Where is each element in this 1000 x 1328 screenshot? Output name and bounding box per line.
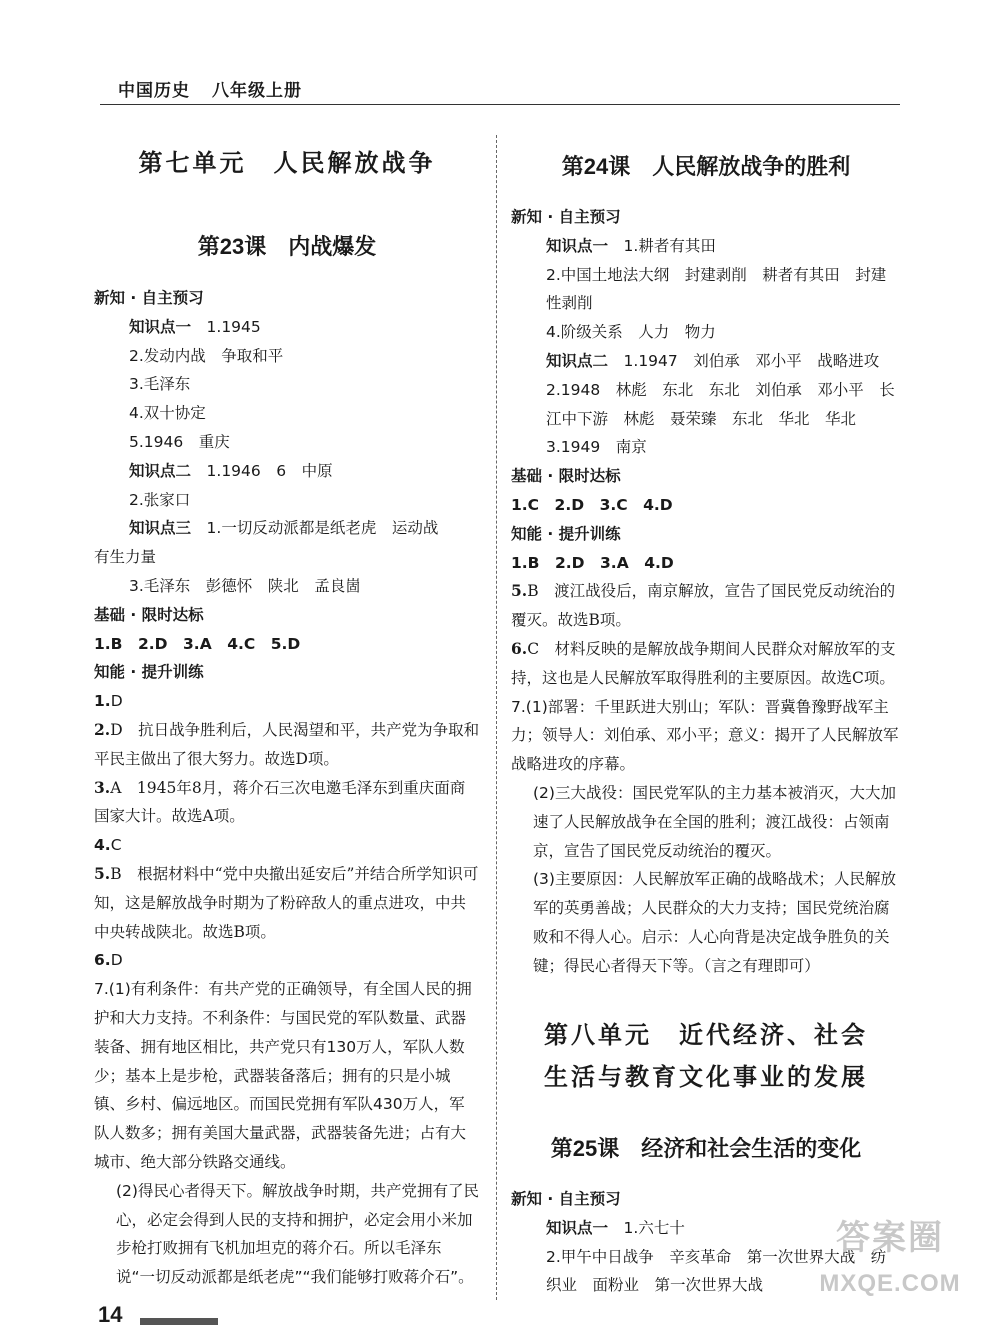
kp1-answer-1: 1.1945 bbox=[206, 317, 261, 336]
kp1-answer-1: 1.耕者有其田 bbox=[623, 236, 716, 255]
lesson-23-body bbox=[94, 284, 480, 1292]
q7-part1: 7.(1)有利条件：有共产党的正确领导，有全国人民的拥护和大力支持。不利条件：与国民党的军队数量、武器装备、拥有地区相比，共产党只有130万人，军队人数少；基本上是步枪，武器装备落后；拥有的只是小城镇、乡村、偏远地区。而国民党拥有军队430万人，军队人数多；拥有美国大量武器，武器装备先进；占有大城市、绝大部分铁路交通线。 bbox=[94, 980, 472, 1171]
kp2-answer-3: 3.1949 南京 bbox=[546, 438, 647, 457]
q7-part1: 7.(1)部署：千里跃进大别山；军队：晋冀鲁豫野战军主力；领导人：刘伯承、邓小平；意义：揭开了人民解放军战略进攻的序幕。 bbox=[511, 697, 899, 774]
answer-item: 5.B 根据材料中“党中央撤出延安后”并结合所学知识可知，这是解放战争时期为了粉碎敌人的重点进攻，中共中央转战陕北。故选B项。 bbox=[94, 863, 479, 941]
basic-answers: 1.C 2.D 3.C 4.D bbox=[511, 495, 673, 514]
kp3-answer-3: 3.毛泽东 彭德怀 陕北 孟良崮 bbox=[129, 576, 361, 595]
lesson-24-title: 第24课 人民解放战争的胜利 bbox=[561, 154, 851, 179]
page-header bbox=[118, 76, 302, 101]
answer-item: 6.D bbox=[94, 951, 123, 970]
kp2-answer-1: 1.1947 刘伯承 邓小平 战略进攻 bbox=[623, 351, 880, 370]
preview-heading: 新知 · 自主预习 bbox=[511, 208, 621, 226]
lesson-25-title: 第25课 经济和社会生活的变化 bbox=[550, 1136, 862, 1161]
ability-heading: 知能 · 提升训练 bbox=[94, 663, 204, 682]
ability-heading: 知能 · 提升训练 bbox=[511, 524, 621, 543]
answer-item: 6.C 材料反映的是解放战争期间人民群众对解放军的支持，这也是人民解放军取得胜利的主要原因。故选C项。 bbox=[511, 638, 896, 687]
kp2-item bbox=[511, 347, 901, 376]
answer-item: 5.B 渡江战役后，南京解放，宣告了国民党反动统治的覆灭。故选B项。 bbox=[511, 581, 896, 630]
kp1-answer-2: 2.甲午中日战争 辛亥革命 第一次世界大战 纺织业 面粉业 第一次世界大战 bbox=[546, 1247, 887, 1295]
kp2-label: 知识点二 bbox=[546, 351, 609, 370]
unit-8-title-line1: 第八单元 近代经济、社会 bbox=[544, 1020, 868, 1049]
kp1-answer-4: 4.阶级关系 人力 物力 bbox=[546, 323, 716, 342]
kp2-label: 知识点二 bbox=[129, 461, 192, 480]
lesson-24-body bbox=[511, 203, 901, 981]
kp1-answer-2: 2.中国土地法大纲 封建剥削 耕者有其田 封建性剥削 bbox=[546, 265, 887, 313]
kp3-answer-1-cont: 有生力量 bbox=[94, 548, 157, 567]
kp1-label: 知识点一 bbox=[129, 317, 192, 336]
kp1-answer-5: 5.1946 重庆 bbox=[129, 432, 230, 451]
kp1-label: 知识点一 bbox=[546, 236, 609, 255]
unit-8-title-line2: 生活与教育文化事业的发展 bbox=[544, 1062, 868, 1091]
kp1-item bbox=[94, 313, 480, 342]
unit-7-title: 第七单元 人民解放战争 bbox=[138, 148, 436, 177]
answer-item: 4.C bbox=[94, 836, 122, 855]
kp2-item bbox=[94, 457, 480, 486]
lesson-23-title: 第23课 内战爆发 bbox=[197, 234, 377, 259]
basic-heading: 基础 · 限时达标 bbox=[511, 467, 621, 486]
watermark-bottom: MXQE.COM bbox=[819, 1270, 961, 1297]
q7-part2: (2)得民心者得天下。解放战争时期，共产党拥有了民心，必定会得到人民的支持和拥护，必定会用小米加步枪打败拥有飞机加坦克的蒋介石。所以毛泽东说“一切反动派都是纸老虎”“我们能够打败蒋介石”。 bbox=[116, 1181, 479, 1287]
kp2-answer-2: 2.张家口 bbox=[129, 490, 191, 509]
answer-item: 2.D 抗日战争胜利后，人民渴望和平，共产党为争取和平民主做出了很大努力。故选D项。 bbox=[94, 719, 480, 768]
kp2-answer-1: 1.1946 6 中原 bbox=[206, 461, 333, 480]
basic-heading: 基础 · 限时达标 bbox=[94, 605, 204, 624]
watermark-top: 答案圈 bbox=[836, 1218, 944, 1258]
basic-answers: 1.B 2.D 3.A 4.C 5.D bbox=[94, 634, 301, 653]
kp2-answer-2: 2.1948 林彪 东北 东北 刘伯承 邓小平 长江中下游 林彪 聂荣臻 东北 华北 华北 bbox=[546, 380, 895, 428]
page-number: 14 bbox=[98, 1302, 123, 1327]
q7-part3: (3)主要原因：人民解放军正确的战略战术；人民解放军的英勇善战；人民群众的大力支持；国民党统治腐败和不得人心。启示：人心向背是决定战争胜负的关键；得民心者得天下等。（言之有理即可） bbox=[533, 870, 896, 975]
kp1-answer-4: 4.双十协定 bbox=[129, 404, 206, 423]
watermark bbox=[800, 1210, 980, 1320]
kp3-item bbox=[94, 514, 480, 543]
kp1-item bbox=[511, 232, 901, 261]
answer-item: 1.D bbox=[94, 692, 123, 711]
kp3-answer-1: 1.一切反动派都是纸老虎 运动战 bbox=[206, 519, 439, 538]
q7-part2: (2)三大战役：国民党军队的主力基本被消灭，大大加速了人民解放战争在全国的胜利；渡江战役：占领南京，宣告了国民党反动统治的覆灭。 bbox=[533, 783, 896, 860]
header-grade: 八年级上册 bbox=[212, 81, 302, 101]
page-number-bar bbox=[140, 1318, 218, 1325]
header-subject: 中国历史 bbox=[118, 81, 190, 101]
kp3-label: 知识点三 bbox=[129, 519, 192, 538]
kp1-label: 知识点一 bbox=[546, 1218, 609, 1237]
preview-heading: 新知 · 自主预习 bbox=[511, 1190, 621, 1208]
kp1-answer-3: 3.毛泽东 bbox=[129, 375, 191, 394]
preview-heading: 新知 · 自主预习 bbox=[94, 289, 204, 307]
kp1-answer-2: 2.发动内战 争取和平 bbox=[129, 346, 284, 365]
kp1-answer-1: 1.六七十 bbox=[623, 1218, 685, 1237]
ability-answers: 1.B 2.D 3.A 4.D bbox=[511, 553, 674, 572]
header-rule bbox=[100, 104, 900, 105]
column-divider bbox=[496, 135, 497, 1300]
answer-item: 3.A 1945年8月，蒋介石三次电邀毛泽东到重庆面商国家大计。故选A项。 bbox=[94, 777, 466, 826]
